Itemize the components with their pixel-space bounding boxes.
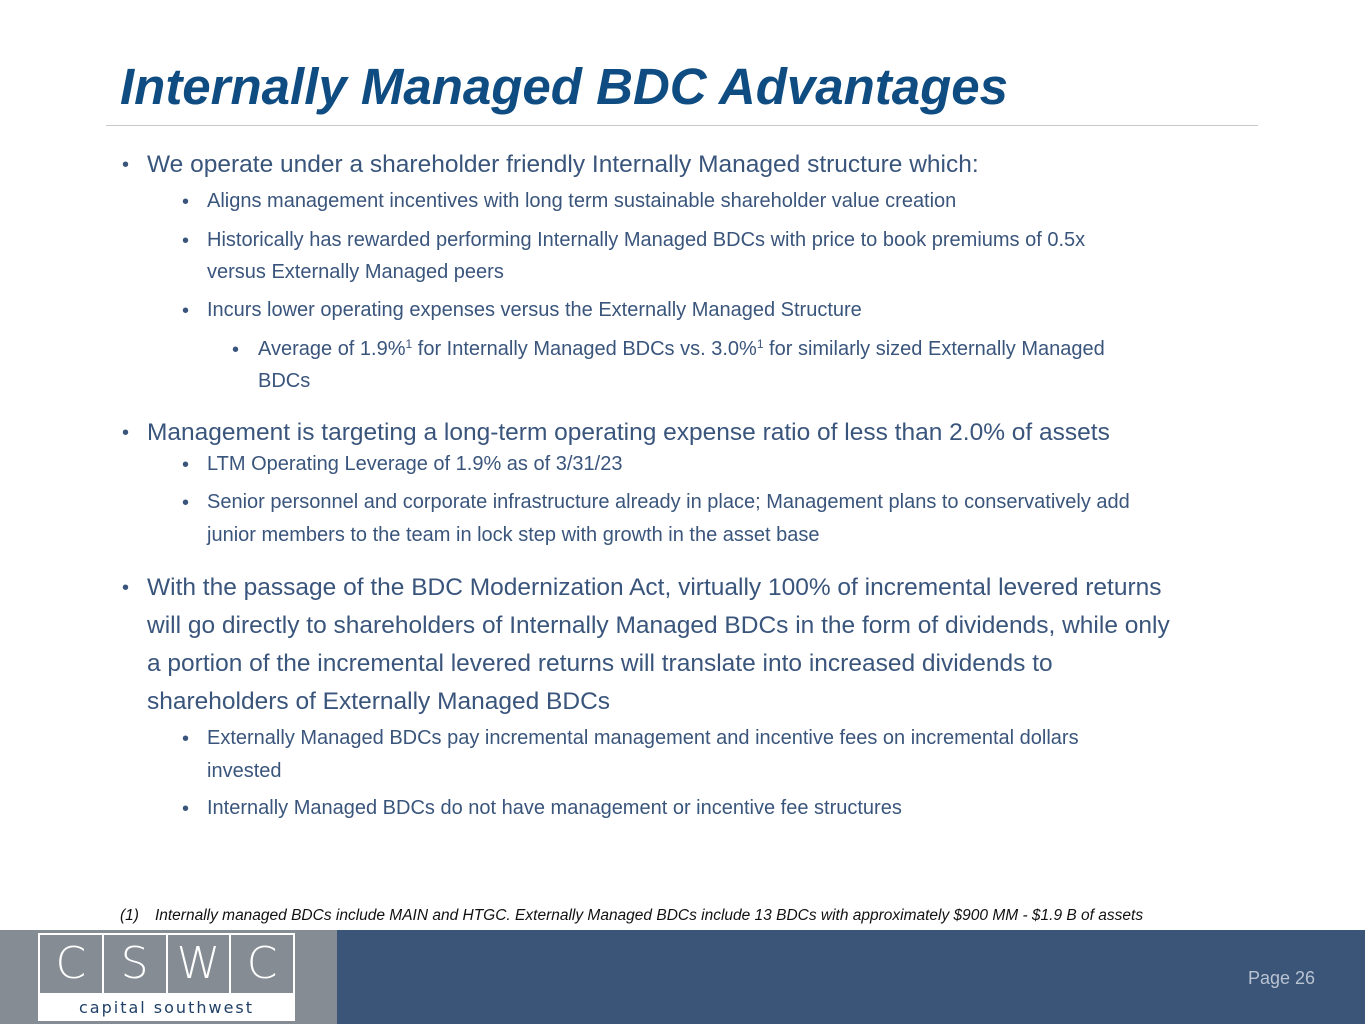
footnote-ref: 1 bbox=[756, 337, 764, 351]
sub-bullet-senior-personnel-cont: junior members to the team in lock step with growth in the asset base bbox=[207, 524, 820, 546]
sub-sub-bullet-average-expense bbox=[258, 338, 1105, 361]
footnote-ref: 1 bbox=[405, 337, 413, 351]
sub-bullet-marker: • bbox=[182, 798, 190, 820]
sub-bullet-price-to-book-cont: versus Externally Managed peers bbox=[207, 261, 504, 283]
sub-bullet-lower-expenses: Incurs lower operating expenses versus the Externally Managed Structure bbox=[207, 299, 862, 321]
sub-bullet-marker: • bbox=[182, 728, 190, 750]
sub-sub-bullet-average-expense-cont: BDCs bbox=[258, 370, 311, 392]
company-logo bbox=[38, 933, 295, 1021]
logo-letter-grid bbox=[38, 933, 295, 995]
average-text-part2: for Internally Managed BDCs vs. 3.0% bbox=[412, 338, 757, 360]
logo-letter: C bbox=[40, 935, 104, 993]
sub-bullet-marker: • bbox=[182, 191, 190, 213]
title-divider bbox=[106, 125, 1258, 126]
sub-bullet-marker: • bbox=[182, 492, 190, 514]
bullet-expense-target: Management is targeting a long-term operating expense ratio of less than 2.0% of assets bbox=[147, 419, 1110, 446]
logo-letter: W bbox=[168, 935, 232, 993]
bullet-modernization-act: With the passage of the BDC Modernization Act, virtually 100% of incremental levered returns bbox=[147, 574, 1162, 601]
sub-bullet-marker: • bbox=[182, 300, 190, 322]
logo-letter: C bbox=[246, 938, 278, 989]
sub-bullet-price-to-book: Historically has rewarded performing Internally Managed BDCs with price to book premiums of 0.5x bbox=[207, 229, 1086, 251]
bullet-marker: • bbox=[122, 154, 130, 176]
sub-bullet-marker: • bbox=[182, 454, 190, 476]
bullet-modernization-act-line4: shareholders of Externally Managed BDCs bbox=[147, 688, 611, 715]
bullet-marker: • bbox=[122, 577, 130, 599]
sub-bullet-marker: • bbox=[182, 230, 190, 252]
bullet-modernization-act-line2: will go directly to shareholders of Internally Managed BDCs in the form of dividends, while only bbox=[147, 612, 1170, 639]
footnote-number: (1) bbox=[120, 907, 139, 924]
bullet-marker: • bbox=[122, 422, 130, 444]
average-text-part3: for similarly sized Externally Managed bbox=[763, 338, 1105, 360]
sub-bullet-external-fees-cont: invested bbox=[207, 760, 282, 782]
sub-bullet-aligns-incentives: Aligns management incentives with long term sustainable shareholder value creation bbox=[207, 190, 957, 212]
sub-bullet-ltm-leverage: LTM Operating Leverage of 1.9% as of 3/31/23 bbox=[207, 453, 623, 475]
sub-bullet-internal-no-fees: Internally Managed BDCs do not have management or incentive fee structures bbox=[207, 797, 902, 819]
footnote bbox=[120, 907, 1143, 925]
footnote-text: Internally managed BDCs include MAIN and HTGC. Externally Managed BDCs include 13 BDCs with approximately $900 MM - $1.9 B of assets bbox=[154, 907, 1144, 924]
logo-letter: S bbox=[104, 935, 168, 993]
average-text-part1: Average of 1.9% bbox=[258, 338, 406, 360]
bullet-modernization-act-line3: a portion of the incremental levered returns will translate into increased dividends to bbox=[147, 650, 1053, 677]
bullet-structure: We operate under a shareholder friendly Internally Managed structure which: bbox=[147, 151, 979, 178]
sub-bullet-senior-personnel: Senior personnel and corporate infrastructure already in place; Management plans to conservatively add bbox=[207, 491, 1130, 513]
sub-sub-bullet-marker: • bbox=[232, 339, 240, 361]
logo-subtitle: capital southwest bbox=[38, 995, 295, 1021]
sub-bullet-external-fees: Externally Managed BDCs pay incremental management and incentive fees on incremental dollars bbox=[207, 727, 1079, 749]
slide-title: Internally Managed BDC Advantages bbox=[120, 58, 1008, 115]
page-number: Page 26 bbox=[1248, 968, 1316, 988]
